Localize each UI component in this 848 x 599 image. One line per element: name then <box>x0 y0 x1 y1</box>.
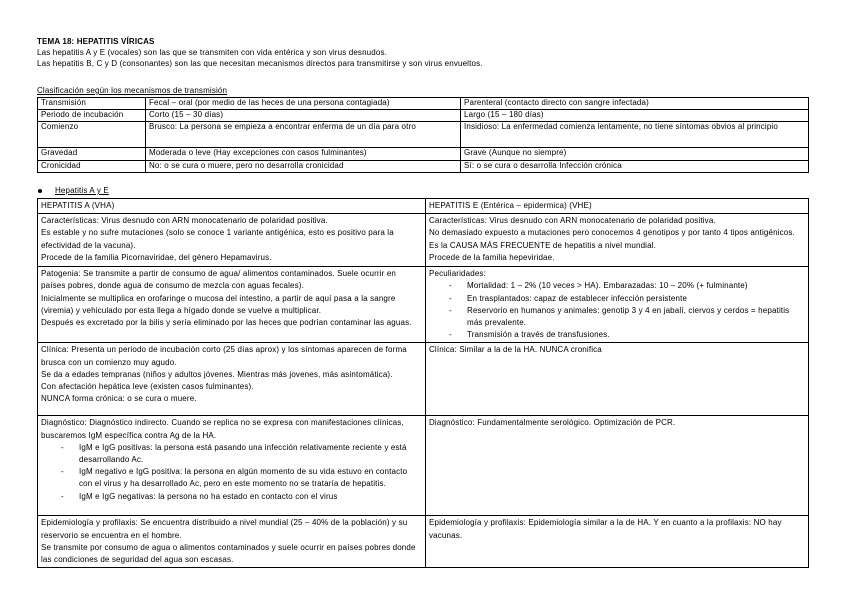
table-row <box>38 214 809 267</box>
parenteral-cell: Sí: o se cura o desarrolla Infección crónica <box>461 161 809 173</box>
epidemiologia-hep-a-cell <box>38 516 426 568</box>
clinica-hep-a-cell <box>38 343 426 416</box>
cell-paragraph: Peculiaridades: <box>429 269 486 279</box>
intro-block <box>37 36 817 69</box>
fecal-oral-cell: Brusco: La persona se empieza a encontrar enferma de un día para otro <box>146 122 461 148</box>
cell-paragraph: Epidemiología y profilaxis: Epidemiología similar a la de HA. Y en cuanto a la profilaxis: NO hay vacunas. <box>429 518 782 540</box>
epidemiologia-hep-e-cell <box>426 516 809 568</box>
fecal-oral-cell: Fecal – oral (por medio de las heces de una persona contagiada) <box>146 98 461 110</box>
diagnostico-hep-e-cell <box>426 416 809 516</box>
cell-paragraph: Características: Virus desnudo con ARN monocatenario de polaridad positiva. <box>41 216 328 226</box>
row-label: Gravedad <box>38 148 146 161</box>
list-item: - IgM negativo e IgG positiva: la persona en algún momento de su vida estuvo en contacto con el virus y ha desarrollado Ac, pero en este momento no se trataría de hepatitis. <box>41 466 422 490</box>
header-hepatitis-a: HEPATITIS A (VHA) <box>38 199 426 214</box>
serology-list <box>41 442 422 503</box>
fecal-oral-cell: No: o se cura o muere, pero no desarrolla cronicidad <box>146 161 461 173</box>
cell-paragraph: Se da a edades tempranas (niños y adultos jóvenes. Mientras más jovenes, más asintomática). <box>41 369 393 379</box>
table-row <box>38 516 809 568</box>
hepatitis-ae-table <box>37 198 809 568</box>
table-row <box>38 98 809 110</box>
row-label: Transmisión <box>38 98 146 110</box>
section-heading-hepatitis-ae: Hepatitis A y E <box>55 186 109 195</box>
list-item: - IgM e IgG negativas: la persona no ha estado en contacto con el virus <box>41 491 422 503</box>
cell-paragraph: Epidemiología y profilaxis: Se encuentra distribuido a nivel mundial (25 – 40% de la población) y su reservorio se encuentra en el hombre. <box>41 518 408 540</box>
table-row <box>38 343 809 416</box>
parenteral-cell: Largo (15 – 180 días) <box>461 110 809 122</box>
cell-paragraph: Diagnóstico: Fundamentalmente serológico. Optimización de PCR. <box>429 418 676 428</box>
fecal-oral-cell: Corto (15 – 30 días) <box>146 110 461 122</box>
cell-paragraph: No demasiado expuesto a mutaciones pero conocemos 4 genotipos y por tanto 4 tipos antigénicos. Es la CAUSA MÁS FRECUENTE de hepatitis a nivel mundial. <box>429 228 795 250</box>
row-label: Cronicidad <box>38 161 146 173</box>
table-row <box>38 148 809 161</box>
cell-paragraph: Inicialmente se multiplica en orofaringe o mucosa del intestino, a partir de aquí pasa a la sangre (viremia) y vehiculado por esta llega a hígado donde se vuelve a multiplicar. <box>41 293 396 315</box>
intro-line-vowels: Las hepatitis A y E (vocales) son las que se transmiten con vida entérica y son virus desnudos. <box>37 48 387 57</box>
list-item: - En trasplantados: capaz de establecer infección persistente <box>429 293 805 305</box>
list-item: - Mortalidad: 1 – 2% (10 veces > HA). Embarazadas: 10 – 20% (+ fulminante) <box>429 280 805 292</box>
diagnostico-hep-a-cell <box>38 416 426 516</box>
section-bullet <box>37 185 237 196</box>
patogenia-hep-a-cell <box>38 267 426 343</box>
peculiaridades-list <box>429 280 805 341</box>
page-title: TEMA 18: HEPATITIS VÍRICAS <box>37 37 155 46</box>
cell-paragraph: Con afectación hepática leve (existen casos fulminantes). <box>41 382 254 392</box>
cell-paragraph: Clínica: Presenta un periodo de incubación corto (25 días aprox) y los síntomas aparecen de forma brusca con un comienzo muy agudo. <box>41 345 407 367</box>
caracteristicas-hep-e-cell <box>426 214 809 267</box>
parenteral-cell: Grave (Aunque no siempre) <box>461 148 809 161</box>
cell-paragraph: Procede de la familia hepeviridae. <box>429 252 555 262</box>
cell-paragraph: Clínica: Similar a la de la HA. NUNCA cronifica <box>429 345 602 355</box>
cell-paragraph: Es estable y no sufre mutaciones (solo se conoce 1 variante antigénica, esto es positivo para la efectividad de la vacuna). <box>41 228 394 250</box>
cell-paragraph: NUNCA forma crónica: o se cura o muere. <box>41 394 197 404</box>
table-row <box>38 122 809 148</box>
cell-paragraph: Procede de la familia Picornaviridae, del género Hepamavirus. <box>41 252 272 262</box>
header-hepatitis-e: HEPATITIS E (Entérica – epidermica) (VHE) <box>426 199 809 214</box>
peculiaridades-hep-e-cell <box>426 267 809 343</box>
list-item: - Reservorio en humanos y animales: genotip 3 y 4 en jabalí, ciervos y cerdos = hepatitis más prevalente. <box>429 305 805 329</box>
list-item: - Transmisión a través de transfusiones. <box>429 329 805 341</box>
table-row <box>38 267 809 343</box>
bullet-icon <box>38 189 42 193</box>
table-header-row <box>38 199 809 214</box>
table-row <box>38 161 809 173</box>
cell-paragraph: Diagnóstico: Diagnóstico indirecto. Cuando se replica no se expresa con manifestaciones clínicas, buscaremos IgM específica contra Ag de la HA. <box>41 418 404 440</box>
cell-paragraph: Patogenia: Se transmite a partir de consumo de agua/ alimentos contaminados. Suele ocurrir en países pobres, donde agua de consumo de mezcla con aguas fecales). <box>41 269 397 291</box>
classification-table <box>37 97 809 173</box>
parenteral-cell: Parenteral (contacto directo con sangre infectada) <box>461 98 809 110</box>
table-row <box>38 416 809 516</box>
cell-paragraph: Características: Virus desnudo con ARN monocatenario de polaridad positiva. <box>429 216 716 226</box>
cell-paragraph: Se transmite por consumo de agua o alimentos contaminados y suele ocurrir en países pobres donde las condiciones de seguridad del agua son escasas. <box>41 542 416 565</box>
classification-heading: Clasificación según los mecanismos de transmisión <box>37 86 228 95</box>
caracteristicas-hep-a-cell <box>38 214 426 267</box>
row-label: Periodo de incubación <box>38 110 146 122</box>
clinica-hep-e-cell <box>426 343 809 416</box>
table-row <box>38 110 809 122</box>
row-label: Comienzo <box>38 122 146 148</box>
cell-paragraph: Después es excretado por la bilis y sería eliminado por las heces que podrían contaminar las aguas. <box>41 318 412 328</box>
list-item: - IgM e IgG positivas: la persona está pasando una infección relativamente reciente y está desarrollando Ac. <box>41 442 422 466</box>
parenteral-cell: Insidioso: La enfermedad comienza lentamente, no tiene síntomas obvios al principio <box>461 122 809 148</box>
fecal-oral-cell: Moderada o leve (Hay excepciones con casos fulminantes) <box>146 148 461 161</box>
intro-line-consonants: Las hepatitis B, C y D (consonantes) son las que necesitan mecanismos directos para transmitirse y son virus envueltos. <box>37 59 483 68</box>
